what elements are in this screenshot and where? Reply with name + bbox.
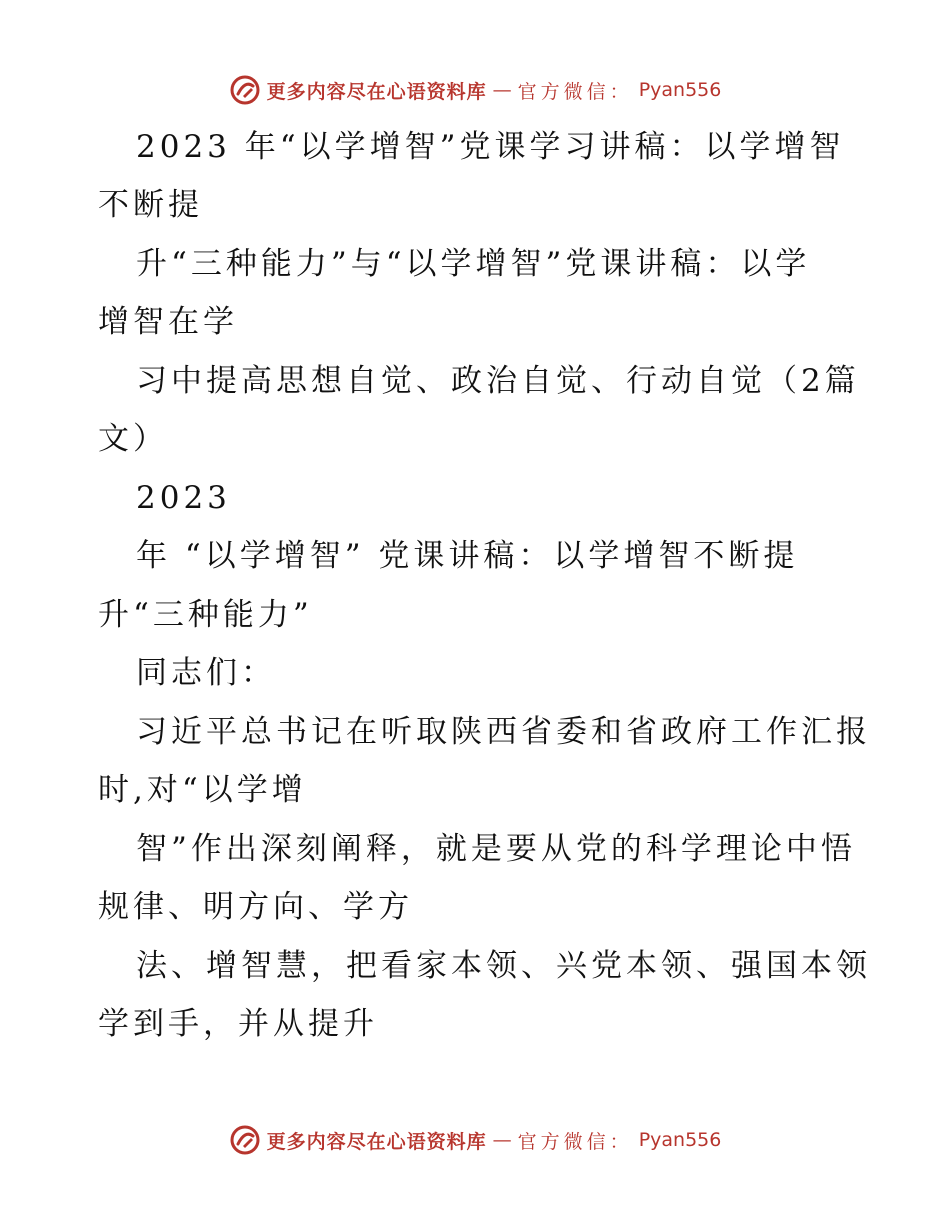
banner-dash: — — [492, 1129, 512, 1151]
text-line: 同志们： — [136, 655, 276, 691]
text-line: 不断提 — [98, 187, 203, 223]
text-line: 增智在学 — [98, 304, 238, 340]
text-line: 规律、明方向、学方 — [98, 889, 413, 925]
text-line: 学到手，并从提升 — [98, 1006, 378, 1042]
text-line: 升“三种能力”与“以学增智”党课讲稿：以学 — [136, 246, 811, 282]
text-line: 年 “以学增智” 党课讲稿：以学增智不断提 — [136, 538, 799, 574]
text-line: 2023 — [136, 480, 231, 516]
text-line: 习近平总书记在听取陕西省委和省政府工作汇报 — [136, 714, 871, 750]
footer-banner — [0, 1124, 950, 1156]
brand-logo-icon — [229, 74, 261, 106]
text-line: 法、增智慧，把看家本领、兴党本领、强国本领 — [136, 948, 871, 984]
text-line: 文） — [98, 421, 168, 457]
banner-dash: — — [492, 79, 512, 101]
header-banner — [0, 74, 950, 106]
text-line: 2023 年“以学增智”党课学习讲稿：以学增智 — [136, 129, 845, 165]
text-line: 智”作出深刻阐释，就是要从党的科学理论中悟 — [136, 831, 856, 867]
text-line: 升“三种能力” — [98, 597, 313, 633]
banner-wechat-label: 官方微信： — [517, 1130, 633, 1153]
banner-brand: 更多内容尽在心语资料库 — [266, 80, 487, 103]
banner-wechat-label: 官方微信： — [517, 80, 633, 103]
banner-brand: 更多内容尽在心语资料库 — [266, 1130, 487, 1153]
banner-wechat-id: Pyan556 — [638, 1129, 722, 1151]
banner-wechat-id: Pyan556 — [638, 79, 722, 101]
brand-logo-icon — [229, 1124, 261, 1156]
text-line: 习中提高思想自觉、政治自觉、行动自觉（2篇 — [136, 363, 860, 399]
text-line: 时,对“以学增 — [98, 772, 307, 808]
